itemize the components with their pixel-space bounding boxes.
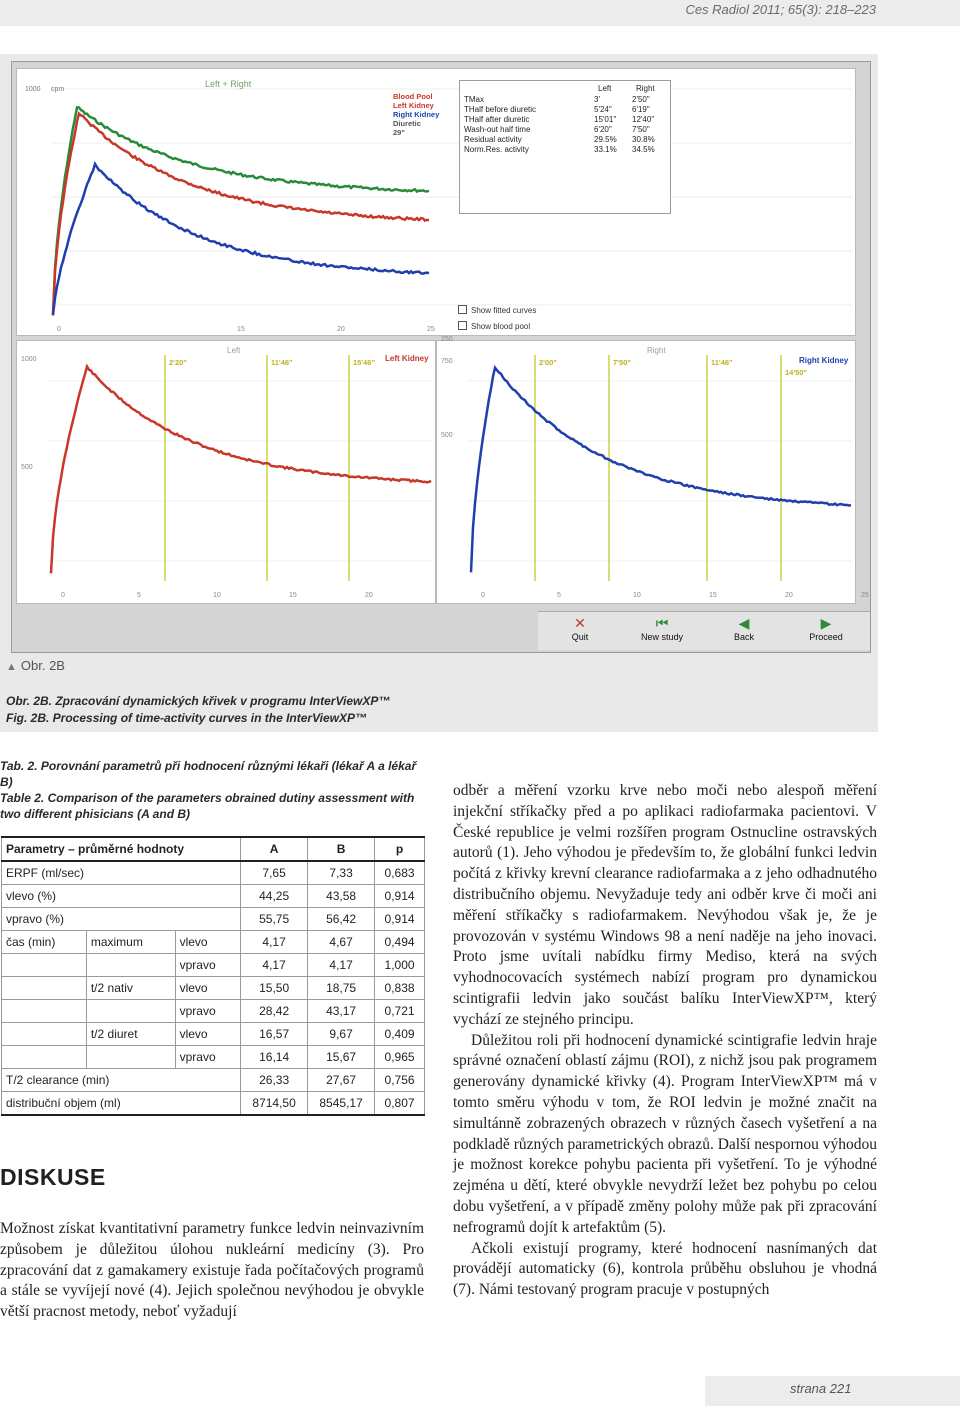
info-row-right-value: 6'19" (632, 105, 650, 114)
paragraph: Důležitou roli při hodnocení dynamické scintigrafie ledvin hraje správné označení oblastí zájmu (ROI), z nichž jsou pak programem generovány dynamické křivky (4). Program InterViewXP™ má v tomto směru výhodu v tom, že ROI ledvin je možné značit na simultánně zobrazených obrazech v různých časech vyšetření a na podkladě různých parametrických obrazů. Další nespornou výhodou je možnost korekce pohybu pacienta při vyšetření. To je výhodné zejména u dětí, které obvykle nevydrží ležet bez pohybu po celou dobu vyšetření, a v případě změny polohy může pak při zpracování nefrogramů dojít k artefaktům (5). (453, 1031, 877, 1236)
show-fitted-curves-label: Show fitted curves (471, 306, 537, 315)
page-number: strana 221 (790, 1381, 852, 1396)
table-cell-b: 43,58 (308, 885, 375, 908)
x-tick-label: 0 (57, 326, 61, 333)
table-row (2, 1000, 425, 1023)
table-cell-subparameter: maximum (86, 931, 175, 954)
info-header-left: Left (598, 84, 612, 93)
table-cell-subparameter (86, 1000, 175, 1023)
table-cell-p: 0,914 (375, 885, 425, 908)
y-tick-label: 750 (441, 358, 453, 365)
legend-entry: Diuretic (393, 119, 421, 128)
legend-entry: 29" (393, 128, 405, 137)
y-tick-label: 500 (21, 464, 33, 471)
info-row-label: Residual activity (464, 135, 522, 144)
x-tick-label: 25 (427, 326, 435, 333)
info-row-left-value: 6'20" (594, 125, 612, 134)
proceed-icon: ▶ (820, 615, 832, 631)
info-row-label: THalf before diuretic (464, 105, 537, 114)
table-cell-a: 15,50 (241, 977, 308, 1000)
figure-tag (6, 658, 65, 673)
right-kidney-plot (436, 336, 869, 604)
back-label: Back (733, 632, 754, 642)
table-cell-b: 9,67 (308, 1023, 375, 1046)
table-cell-subparameter (86, 1046, 175, 1069)
right-kidney-svg (437, 336, 869, 603)
paragraph: odběr a měření vzorku krve nebo moči nebo alespoň měření injekční stříkačky před a po aplikaci radiofarmaka pacientovi. V České republice je velmi rozšířen program Ostnucline ostravských autorů (1). Jeho výhodou je především to, že globální funkci ledvin počítá z křivky krevní clearance radiofarmaka a z jeho odhadnutého distribučního objemu. Nevyžaduje tedy ani odběr krve či moči ani měření stříkačky s radiofarmakem. Nevýhodou však je, že je provozován v systému Windows 98 a není naděje na jeho inovaci. Proto jsme uvítali nabídku firmy Mediso, která na svých vyhodnocovacích systémech nabízí program pro dynamickou scintigrafii ledvin jako součást balíku InterViewXP™, který vychází ze stejného principu. (453, 782, 877, 1028)
table-row (2, 931, 425, 954)
table-caption-en: Table 2. Comparison of the parameters obrained dutiny assessment with two different phisicians (A and B) (0, 791, 415, 821)
time-marker-label: 11'46" (271, 358, 293, 367)
table-cell-parameter: distribuční objem (ml) (2, 1092, 241, 1116)
table-cell-side: vpravo (175, 954, 241, 977)
info-row-left-value: 5'24" (594, 105, 612, 114)
table-cell-p: 0,494 (375, 931, 425, 954)
table-header-b: B (308, 837, 375, 861)
combined-curves-plot (16, 68, 856, 336)
paragraph: Ačkoli existují programy, které hodnocení nasnímaných dat provádějí automaticky (6), kontrola průběhu obsluhou je vhodná (7). Námi testovaný program pracuje v postupných (453, 1239, 877, 1299)
time-marker-label: 7'50" (613, 358, 631, 367)
table-row (2, 908, 425, 931)
checkbox-box-icon (458, 305, 467, 314)
quit-button[interactable] (542, 614, 618, 648)
table-cell-side: vlevo (175, 931, 241, 954)
table-cell-side: vlevo (175, 1023, 241, 1046)
table-row (2, 954, 425, 977)
rewind-icon: ⏮ (655, 615, 669, 631)
x-tick-label: 20 (337, 326, 345, 333)
time-marker-label: 11'46" (711, 358, 733, 367)
y-tick-label: 500 (441, 432, 453, 439)
left-column-text (0, 1219, 424, 1323)
left-kidney-svg (17, 341, 435, 603)
table-cell-b: 27,67 (308, 1069, 375, 1092)
table-cell-parameter (2, 977, 87, 1000)
x-tick-label: 10 (213, 592, 221, 599)
table-caption-cz: Tab. 2. Porovnání parametrů při hodnocení různými lékaři (lékař A a lékař B) (0, 759, 417, 789)
y-tick-label: 250 (441, 336, 453, 343)
time-marker-label: 15'46" (353, 358, 376, 367)
table-cell-p: 0,756 (375, 1069, 425, 1092)
table-cell-a: 16,57 (241, 1023, 308, 1046)
x-tick-label: 10 (633, 592, 641, 599)
show-fitted-curves-checkbox[interactable] (458, 305, 536, 315)
table-cell-p: 0,838 (375, 977, 425, 1000)
x-tick-label: 15 (709, 592, 717, 599)
table-cell-parameter: vlevo (%) (2, 885, 241, 908)
table-row (2, 1046, 425, 1069)
table-cell-parameter (2, 954, 87, 977)
table-cell-a: 4,17 (241, 931, 308, 954)
table-header-parameters: Parametry – průměrné hodnoty (2, 837, 241, 861)
table-cell-b: 8545,17 (308, 1092, 375, 1116)
time-marker-label: 2'20" (169, 358, 187, 367)
renogram-parameters-table (459, 80, 671, 214)
table-cell-a: 55,75 (241, 908, 308, 931)
new-study-button[interactable] (624, 614, 700, 648)
time-marker-label: 14'50" (785, 368, 808, 377)
parameters-table (1, 836, 425, 1116)
table-row (2, 861, 425, 885)
table-cell-a: 28,42 (241, 1000, 308, 1023)
table-cell-a: 4,17 (241, 954, 308, 977)
right-kidney-curve-detail (471, 368, 851, 573)
table-cell-b: 56,42 (308, 908, 375, 931)
table-cell-a: 44,25 (241, 885, 308, 908)
info-row-left-value: 15'01" (594, 115, 617, 124)
left-chart-name: Left Kidney (385, 354, 429, 363)
x-tick-label: 15 (237, 326, 245, 333)
proceed-label: Proceed (809, 632, 843, 642)
table-row (2, 885, 425, 908)
table-cell-parameter: čas (min) (2, 931, 87, 954)
right-chart-name: Right Kidney (799, 356, 849, 365)
table-cell-a: 26,33 (241, 1069, 308, 1092)
table-cell-parameter: vpravo (%) (2, 908, 241, 931)
left-chart-title: Left (227, 346, 241, 355)
journal-reference: Ces Radiol 2011; 65(3): 218–223 (685, 2, 876, 17)
table-cell-b: 43,17 (308, 1000, 375, 1023)
info-header-right: Right (636, 84, 655, 93)
table-header-p: p (375, 837, 425, 861)
table-cell-p: 0,721 (375, 1000, 425, 1023)
right-kidney-curve (53, 164, 429, 315)
table-cell-b: 4,67 (308, 931, 375, 954)
x-tick-label: 5 (557, 592, 561, 599)
table-cell-subparameter (86, 954, 175, 977)
info-row-right-value: 7'50" (632, 125, 650, 134)
legend-entry: Right Kidney (393, 110, 440, 119)
table-cell-b: 4,17 (308, 954, 375, 977)
back-icon: ◀ (738, 615, 750, 631)
close-icon: ✕ (574, 615, 586, 631)
info-row-label: THalf after diuretic (464, 115, 530, 124)
table-cell-p: 0,914 (375, 908, 425, 931)
table-cell-subparameter: t/2 nativ (86, 977, 175, 1000)
x-tick-label: 0 (61, 592, 65, 599)
time-marker-label: 2'00" (539, 358, 557, 367)
table-cell-p: 0,409 (375, 1023, 425, 1046)
table-header-row (2, 837, 425, 861)
table-caption (0, 758, 430, 822)
show-blood-pool-checkbox[interactable] (458, 321, 530, 331)
table-cell-side: vlevo (175, 977, 241, 1000)
table-cell-p: 0,683 (375, 861, 425, 885)
info-row-right-value: 12'40" (632, 115, 655, 124)
info-row-label: TMax (464, 95, 484, 104)
section-heading: DISKUSE (0, 1164, 106, 1190)
action-toolbar (538, 611, 870, 650)
legend-entry: Left Kidney (393, 101, 434, 110)
table-cell-b: 18,75 (308, 977, 375, 1000)
table-cell-a: 16,14 (241, 1046, 308, 1069)
table-cell-side: vpravo (175, 1000, 241, 1023)
x-tick-label: 0 (481, 592, 485, 599)
table-cell-parameter (2, 1000, 87, 1023)
combined-curves-svg (17, 69, 855, 335)
info-row-left-value: 29.5% (594, 135, 617, 144)
table-row (2, 1069, 425, 1092)
table-header-a: A (241, 837, 308, 861)
quit-label: Quit (571, 632, 589, 642)
table-cell-a: 7,65 (241, 861, 308, 885)
info-row-label: Norm.Res. activity (464, 145, 529, 154)
proceed-button[interactable] (788, 614, 864, 648)
figure-tag-text: Obr. 2B (20, 658, 65, 673)
info-row-label: Wash-out half time (464, 125, 531, 134)
table-cell-side: vpravo (175, 1046, 241, 1069)
table-cell-b: 7,33 (308, 861, 375, 885)
x-tick-label: 15 (289, 592, 297, 599)
right-column-text (453, 781, 877, 1301)
table-cell-subparameter: t/2 diuret (86, 1023, 175, 1046)
combined-title: Left + Right (205, 79, 252, 89)
info-row-left-value: 33.1% (594, 145, 617, 154)
paragraph: Možnost získat kvantitativní parametry funkce ledvin neinvazivním způsobem je důležitou úlohou nukleární medicíny (3). Pro zpracování dat z gamakamery existuje řada počítačových programů a stále se vyvíjejí nové (4). Jejich společnou nevýhodou je obvykle větší pracnost metody, neboť vyžadují (0, 1220, 424, 1321)
x-tick-label: 20 (785, 592, 793, 599)
x-tick-label: 20 (365, 592, 373, 599)
x-tick-label: 25 (861, 592, 869, 599)
checkbox-box-icon (458, 321, 467, 330)
back-button[interactable] (706, 614, 782, 648)
y-tick-label: 1000 (21, 356, 37, 363)
table-cell-parameter (2, 1023, 87, 1046)
left-kidney-curve (53, 114, 429, 316)
legend-entry: Blood Pool (393, 92, 433, 101)
table-cell-p: 0,807 (375, 1092, 425, 1116)
right-chart-title: Right (647, 346, 666, 355)
new-study-label: New study (640, 632, 684, 642)
x-tick-label: 5 (137, 592, 141, 599)
combined-y-top-tick: 1000 (25, 86, 41, 93)
show-blood-pool-label: Show blood pool (471, 322, 531, 331)
table-cell-b: 15,67 (308, 1046, 375, 1069)
info-row-right-value: 34.5% (632, 145, 655, 154)
left-kidney-curve-detail (51, 367, 431, 574)
combined-y-unit: cpm (51, 86, 65, 93)
table-cell-parameter (2, 1046, 87, 1069)
table-cell-p: 0,965 (375, 1046, 425, 1069)
table-row (2, 1023, 425, 1046)
table-cell-parameter: ERPF (ml/sec) (2, 861, 241, 885)
table-cell-a: 8714,50 (241, 1092, 308, 1116)
interview-screenshot (11, 61, 871, 653)
left-kidney-plot (16, 340, 436, 604)
figure-caption-cz: Obr. 2B. Zpracování dynamických křivek v programu InterViewXP™ (6, 694, 391, 708)
info-row-right-value: 2'50" (632, 95, 650, 104)
info-row-right-value: 30.8% (632, 135, 655, 144)
table-row (2, 977, 425, 1000)
table-cell-parameter: T/2 clearance (min) (2, 1069, 241, 1092)
triangle-up-icon: ▲ (6, 661, 17, 673)
info-row-left-value: 3' (594, 95, 600, 104)
table-cell-p: 1,000 (375, 954, 425, 977)
figure-caption-en: Fig. 2B. Processing of time-activity curves in the InterViewXP™ (6, 711, 367, 725)
table-row (2, 1092, 425, 1116)
